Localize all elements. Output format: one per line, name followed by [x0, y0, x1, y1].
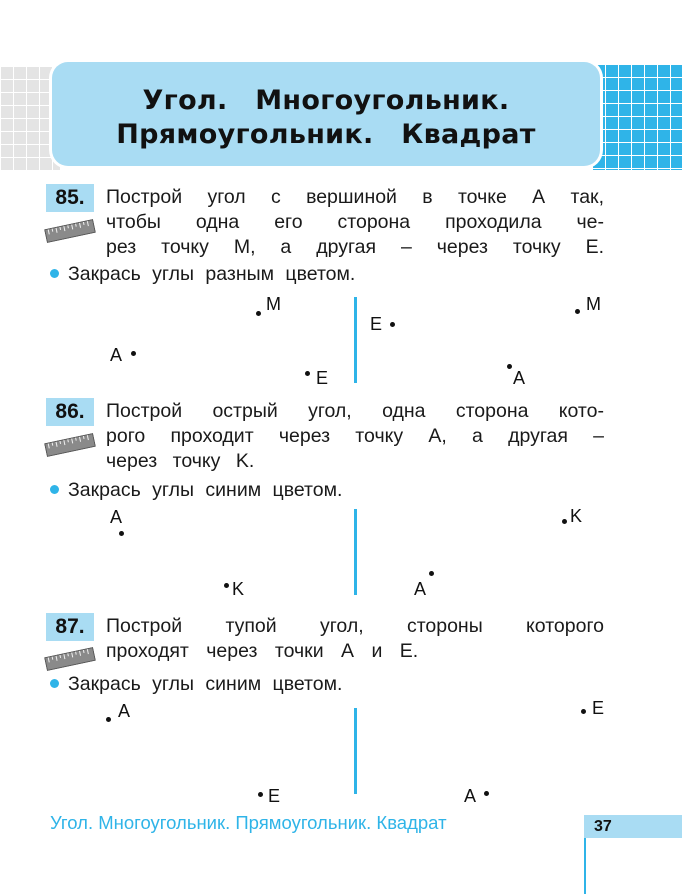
point-dot — [305, 371, 310, 376]
point-dot — [119, 531, 124, 536]
task-86-line: через точку K. — [106, 450, 255, 472]
point-dot — [106, 717, 111, 722]
ruler-icon — [44, 647, 96, 671]
task-85-line: чтобы одна его сторона проходила че- — [106, 211, 604, 233]
point-label: А — [110, 507, 123, 527]
task-86-instruction-text: Закрась углы синим цветом. — [68, 479, 343, 501]
task-87-line: Построй тупой угол, стороны которого — [106, 615, 604, 637]
point-label: А — [414, 579, 427, 599]
page-title-line1: Угол. Многоугольник. — [142, 85, 510, 116]
task-85-line: рез точку М, а другая – через точку Е. — [106, 236, 604, 258]
ruler-icon — [44, 433, 96, 457]
point-label: Е — [592, 698, 605, 718]
point-label: А — [464, 786, 477, 806]
task-85-instruction — [50, 262, 355, 287]
divider-line — [354, 708, 357, 794]
header-grid-right — [592, 64, 682, 170]
point-dot — [258, 792, 263, 797]
point-label: А — [513, 368, 526, 388]
task-86-number: 86. — [46, 398, 94, 426]
page-number: 37 — [584, 815, 682, 838]
header-grid-left — [0, 66, 60, 170]
task-85-line: Построй угол с вершиной в точке А так, — [106, 186, 604, 208]
task-85-text — [106, 185, 604, 260]
point-dot — [256, 311, 261, 316]
divider-line — [354, 297, 357, 383]
footer-chapter-title: Угол. Многоугольник. Прямоугольник. Квадрат — [50, 812, 447, 833]
page-title-line2: Прямоугольник. Квадрат — [116, 119, 536, 150]
point-label: М — [586, 294, 601, 314]
point-dot — [507, 364, 512, 369]
task-86-line: рого проходит через точку А, а другая – — [106, 425, 604, 447]
point-label: Е — [268, 786, 281, 806]
task-86-text — [106, 399, 604, 474]
bullet-icon — [50, 485, 59, 494]
footer-divider — [584, 838, 586, 894]
task-87-instruction — [50, 672, 342, 697]
point-label: А — [110, 345, 123, 365]
point-label: М — [266, 294, 281, 314]
point-label: А — [118, 701, 131, 721]
point-label: Е — [370, 314, 383, 334]
point-label: K — [232, 579, 245, 599]
divider-line — [354, 509, 357, 595]
task-86-line: Построй острый угол, одна сторона кото- — [106, 400, 604, 422]
point-dot — [429, 571, 434, 576]
point-dot — [484, 791, 489, 796]
task-87-instruction-text: Закрась углы синим цветом. — [68, 673, 343, 695]
bullet-icon — [50, 269, 59, 278]
ruler-icon — [44, 219, 96, 243]
point-label: K — [570, 506, 583, 526]
task-87-line: проходят через точки А и Е. — [106, 640, 419, 662]
point-dot — [224, 583, 229, 588]
point-dot — [575, 309, 580, 314]
task-85-instruction-text: Закрась углы разным цветом. — [68, 263, 356, 285]
task-87-number: 87. — [46, 613, 94, 641]
point-label: Е — [316, 368, 329, 388]
point-dot — [562, 519, 567, 524]
point-dot — [131, 351, 136, 356]
task-87-text — [106, 614, 604, 664]
bullet-icon — [50, 679, 59, 688]
task-86-instruction — [50, 478, 342, 503]
task-85-number: 85. — [46, 184, 94, 212]
point-dot — [581, 709, 586, 714]
title-box — [52, 62, 600, 166]
point-dot — [390, 322, 395, 327]
